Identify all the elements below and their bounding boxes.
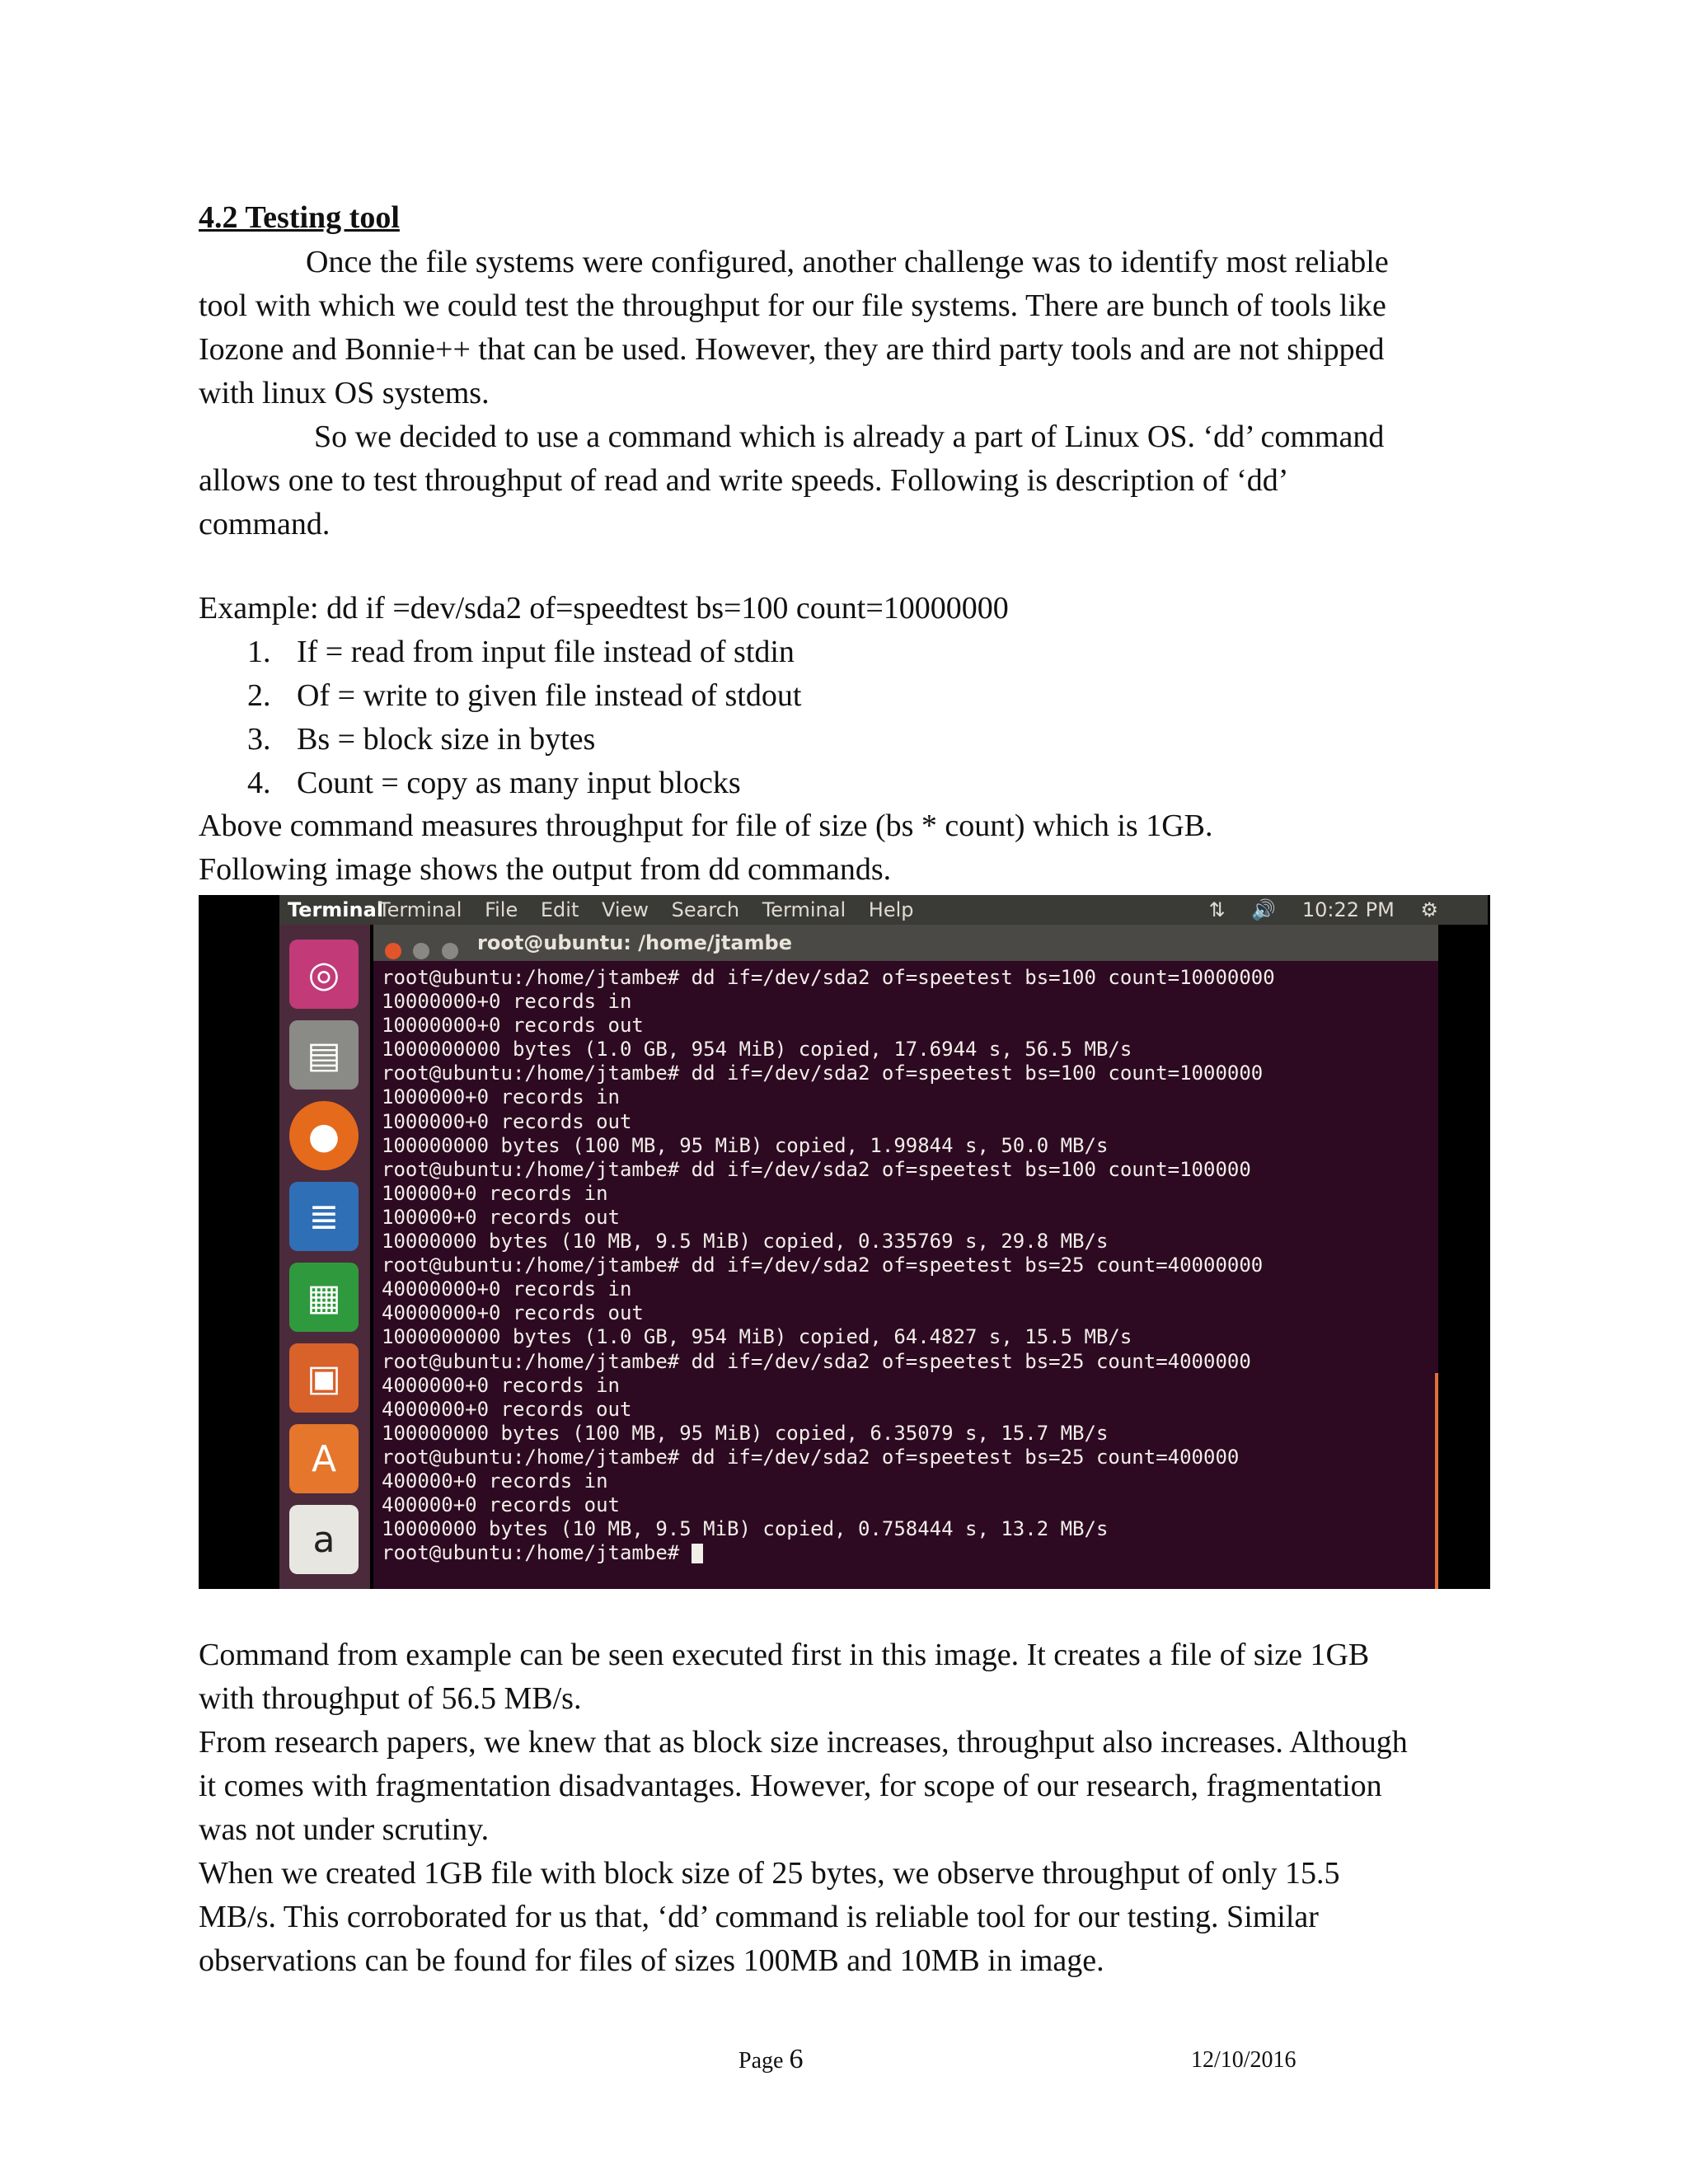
terminal-line: 100000000 bytes (100 MB, 95 MiB) copied, 1.99844 s, 50.0 MB/s [382, 1133, 1109, 1157]
window-title: root@ubuntu: /home/jtambe [477, 931, 792, 954]
firefox-icon[interactable]: ● [289, 1101, 359, 1170]
menu-file[interactable]: File [485, 898, 518, 921]
maximize-icon[interactable] [442, 943, 458, 959]
terminal-line: root@ubuntu:/home/jtambe# dd if=/dev/sda2 of=speetest bs=25 count=4000000 [382, 1349, 1251, 1373]
terminal-line: 100000000 bytes (100 MB, 95 MiB) copied, 6.35079 s, 15.7 MB/s [382, 1421, 1109, 1445]
app-name: Terminal [288, 898, 384, 921]
amazon-icon[interactable]: a [289, 1505, 359, 1574]
para2-line: allows one to test throughput of read and write speeds. Following is description of ‘dd’ [199, 463, 1289, 498]
ubuntu-top-panel [279, 895, 1488, 925]
terminal-line: 10000000 bytes (10 MB, 9.5 MiB) copied, 0.335769 s, 29.8 MB/s [382, 1230, 1109, 1254]
para2-line: command. [199, 507, 331, 541]
list-item: 3. Bs = block size in bytes [247, 722, 596, 757]
list-item: 1. If = read from input file instead of stdin [247, 635, 795, 669]
terminal-line: root@ubuntu:/home/jtambe# dd if=/dev/sda2 of=speetest bs=100 count=1000000 [382, 1062, 1264, 1085]
terminal-line: root@ubuntu:/home/jtambe# [382, 1541, 692, 1565]
terminal-line: 10000000+0 records out [382, 1014, 644, 1038]
minimize-icon[interactable] [413, 943, 429, 959]
menu-help[interactable]: Help [868, 898, 914, 921]
terminal-screenshot [199, 895, 1490, 1589]
menu-bar [378, 895, 931, 925]
cursor [692, 1544, 703, 1563]
para2-line: So we decided to use a command which is already a part of Linux OS. ‘dd’ command [314, 419, 1385, 454]
indicator-area [1189, 895, 1438, 925]
terminal-line: 40000000+0 records out [382, 1301, 644, 1325]
paragraph-intro [199, 241, 1493, 415]
body-line: When we created 1GB file with block size of 25 bytes, we observe throughput of only 15.5 [199, 1856, 1340, 1891]
terminal-line: 10000000 bytes (10 MB, 9.5 MiB) copied, 0.758444 s, 13.2 MB/s [382, 1517, 1109, 1541]
body-line: was not under scrutiny. [199, 1812, 490, 1847]
paragraph-analysis [199, 1633, 1493, 1983]
terminal-line: 100000+0 records in [382, 1181, 608, 1205]
section-heading: 4.2 Testing tool [199, 200, 400, 235]
menu-search[interactable]: Search [671, 898, 740, 921]
network-icon[interactable]: ⇅ [1208, 898, 1226, 921]
list-item: 2. Of = write to given file instead of stdout [247, 678, 802, 713]
list-item: 4. Count = copy as many input blocks [247, 766, 741, 800]
impress-icon[interactable]: ▣ [289, 1343, 359, 1413]
terminal-line: root@ubuntu:/home/jtambe# dd if=/dev/sda2 of=speetest bs=25 count=40000000 [382, 1254, 1264, 1277]
terminal-line: root@ubuntu:/home/jtambe# dd if=/dev/sda2 of=speetest bs=100 count=100000 [382, 1157, 1251, 1181]
option-list [247, 630, 801, 805]
para1-line: Iozone and Bonnie++ that can be used. However, they are third party tools and are not shipped [199, 332, 1385, 367]
menu-view[interactable]: View [602, 898, 649, 921]
calc-icon[interactable]: ▦ [289, 1263, 359, 1332]
terminal-line: 400000+0 records in [382, 1469, 608, 1493]
volume-icon[interactable]: 🔊 [1251, 898, 1277, 921]
close-icon[interactable] [385, 943, 401, 959]
terminal-line: 1000000+0 records out [382, 1109, 632, 1133]
terminal-line: 10000000+0 records in [382, 990, 632, 1014]
terminal-titlebar [373, 925, 1438, 961]
menu-terminal-2[interactable]: Terminal [762, 898, 846, 921]
terminal-line: root@ubuntu:/home/jtambe# dd if=/dev/sda2 of=speetest bs=100 count=10000000 [382, 966, 1275, 989]
unity-launcher [279, 925, 370, 1589]
terminal-line: 4000000+0 records out [382, 1397, 632, 1421]
body-line: MB/s. This corroborated for us that, ‘dd’ command is reliable tool for our testing. Similar [199, 1900, 1319, 1934]
para1-line: tool with which we could test the throughput for our file systems. There are bunch of tools like [199, 288, 1386, 323]
footer-date: 12/10/2016 [1191, 2047, 1296, 2073]
terminal-line: 400000+0 records out [382, 1493, 620, 1517]
terminal-line: 1000000+0 records in [382, 1085, 620, 1109]
clock[interactable]: 10:22 PM [1301, 898, 1395, 921]
terminal-output[interactable] [373, 961, 1438, 1589]
body-line: Command from example can be seen executed first in this image. It creates a file of size 1GB [199, 1638, 1370, 1672]
throughput-sentence: Above command measures throughput for file of size (bs * count) which is 1GB. [199, 808, 1213, 843]
para1-line: Once the file systems were configured, another challenge was to identify most reliable [306, 245, 1389, 279]
terminal-line: 40000000+0 records in [382, 1277, 632, 1301]
writer-icon[interactable]: ≣ [289, 1182, 359, 1251]
paragraph-dd [199, 415, 1493, 546]
ubuntu-logo-icon[interactable]: ◎ [289, 940, 359, 1009]
body-line: observations can be found for files of sizes 100MB and 10MB in image. [199, 1943, 1104, 1978]
body-line: with throughput of 56.5 MB/s. [199, 1681, 582, 1716]
terminal-line: 1000000000 bytes (1.0 GB, 954 MiB) copied, 17.6944 s, 56.5 MB/s [382, 1038, 1132, 1062]
menu-edit[interactable]: Edit [540, 898, 579, 921]
gear-icon[interactable]: ⚙ [1420, 898, 1438, 921]
image-intro-sentence: Following image shows the output from dd commands. [199, 852, 892, 887]
terminal-line: 1000000000 bytes (1.0 GB, 954 MiB) copied, 64.4827 s, 15.5 MB/s [382, 1325, 1132, 1349]
body-line: it comes with fragmentation disadvantages. However, for scope of our research, fragmentation [199, 1769, 1382, 1803]
files-icon[interactable]: ▤ [289, 1020, 359, 1090]
page-number: Page 6 [738, 2044, 804, 2074]
para1-line: with linux OS systems. [199, 376, 490, 410]
example-command: Example: dd if =dev/sda2 of=speedtest bs=100 count=10000000 [199, 591, 1009, 626]
terminal-line: 100000+0 records out [382, 1205, 620, 1229]
body-line: From research papers, we knew that as block size increases, throughput also increases. Although [199, 1725, 1408, 1760]
menu-terminal[interactable]: Terminal [378, 898, 462, 921]
software-center-icon[interactable]: A [289, 1424, 359, 1493]
terminal-line: root@ubuntu:/home/jtambe# dd if=/dev/sda2 of=speetest bs=25 count=400000 [382, 1445, 1240, 1469]
terminal-line: 4000000+0 records in [382, 1373, 620, 1397]
scrollbar[interactable] [1435, 1373, 1438, 1589]
